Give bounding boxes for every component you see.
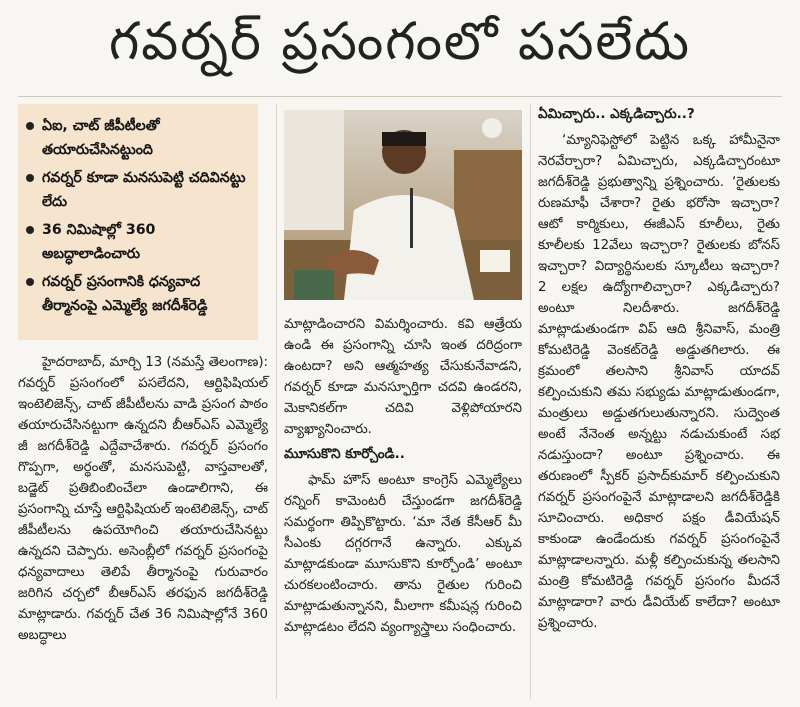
article-column-middle (284, 314, 522, 638)
bullet-icon (26, 122, 34, 130)
news-photo (284, 110, 522, 300)
section-subheading: ఏమిచ్చారు.. ఎక్కడిచ్చారు..? (538, 106, 695, 122)
speaker-photo-illustration (284, 110, 522, 300)
highlight-text: 36 నిమిషాల్లో 360 అబద్ధాలాడించారు (42, 222, 156, 262)
article-paragraph: ‘మ్యానిఫెస్టోలో పెట్టిన ఒక్క హామీనైనా నెరవేర్చారా? ఏమిచ్చారు, ఎక్కడిచ్చారంటూ జగదీశ్‌రెడ్డి ప్రభుత్వాన్ని ప్రశ్నించారు. ‘రైతులకు రుణమాఫీ చేశారా? రైతు భరోసా ఇచ్చారా? ఆటో కార్మికులు, ఈజీఎస్ కూలీలు, రైతు కూలీలకు 12వేలు ఇచ్చారా? రైతులకు బోనస్ ఇచ్చారా? విద్యార్థినులకు స్కూటీలు ఇచ్చారా? 2 లక్షల ఉద్యోగాలిచ్చారా? ఎక్కడిచ్చారు? అంటూ నిలదీశారు. జగదీశ్‌రెడ్డి మాట్లాడుతుండగా విప్ ఆది శ్రీనివాస్, మంత్రి కోమటిరెడ్డి వెంకట్‌రెడ్డి అడ్డుతగిలారు. ఈ క్రమంలో తలసాని శ్రీనివాస్ యాదవ్ కల్పించుకుని తమ సభ్యుడు మాట్లాడుతుండగా, మంత్రులు అడ్డుతగులుతున్నారని. సుద్వెంత అంటే నేనెంత అన్నట్టు నడుచుకుంటే సభ నడుస్తుందా? అంటూ ప్రశ్నించారు. ఈ తరుణంలో స్పీకర్ ప్రసాద్‌కుమార్ కల్పించుకుని గవర్నర్ ప్రసంగంపైనే మాట్లాడాలని జగదీశ్‌రెడ్డికి సూచించారు. అధికార పక్షం డీవియేషన్ కాకుండా ఉండేందుకు గవర్నర్ ప్రసంగంపైనే మాట్లాడాలన్నారు. మళ్లీ కల్పించుకున్న తలసాని మంత్రి కోమటిరెడ్డి గవర్నర్ ప్రసంగం మీదనే మాట్లాడారా? వారు డీవియేట్ కాలేదా? అంటూ ప్రశ్నించారు. (538, 133, 780, 631)
highlight-text: గవర్నర్ ప్రసంగానికి ధన్యవాద తీర్మానంపై ఎమ్మెల్యే జగదీశ్‌రెడ్డి (42, 274, 208, 314)
article-paragraph: హైదరాబాద్, మార్చి 13 (నమస్తే తెలంగాణ): గవర్నర్ ప్రసంగంలో పసలేదని, ఆర్టిఫిషియల్ ఇంటెలిజెన్స్, చాట్ జీపీటీలను వాడి ప్రసంగ పాఠం తయారుచేసినట్టుగా ఉన్నదని బీఆర్ఎస్ ఎమ్మెల్యే జీ జగదీశ్‌రెడ్డి ఎద్దేవాచేశారు. గవర్నర్ ప్రసంగం గొప్పగా, అర్థంతో, మనసుపెట్టి, వాస్తవాలతో, బడ్జెట్ ప్రతిబింబించేలా ఉండాలిగాని, ఈ ప్రసంగాన్ని చూస్తే ఆర్టిఫిషియల్ ఇంటెలిజెన్స్, చాట్ జీపీటీలను ఉపయోగించి తయారుచేసినట్టు ఉన్నదని చెప్పారు. అసెంబ్లీలో గవర్నర్ ప్రసంగంపై ధన్యవాదాలు తెలిపే తీర్మానంపై గురువారం జరిగిన చర్చలో బీఆర్ఎస్ తరఫున జగదీశ్‌రెడ్డి మాట్లాడారు. గవర్నర్ చేత 36 నిమిషాల్లోనే 360 అబద్ధాలు (18, 355, 268, 643)
article-paragraph: ఫామ్ హౌస్ అంటూ కాంగ్రెస్ ఎమ్మెల్యేలు రన్నింగ్ కామెంటరీ చేస్తుండగా జగదీశ్‌రెడ్డి సమర్థంగా తిప్పికొట్టారు. ‘మా నేత కేసీఆర్ మీ సీఎంకు దగ్గరగానే ఉన్నారు. ఎక్కువ మాట్లాడకుండా మూసుకొని కూర్చోండి’ అంటూ చురకలంటించారు. తాను రైతుల గురించి మాట్లాడుతున్నానని, మీలాగా కమీషన్ల గురించి మాట్లాడటం లేదని వ్యంగ్యాస్త్రాలు సంధించారు. (284, 473, 522, 635)
highlight-item (26, 270, 252, 318)
headline: గవర్నర్ ప్రసంగంలో పసలేదు (108, 11, 692, 72)
highlight-text: ఏఐ, చాట్ జీపీటీలతో తయారుచేసినట్టుంది (42, 118, 160, 158)
bullet-icon (26, 174, 34, 182)
highlights-box (18, 104, 258, 340)
bullet-icon (26, 226, 34, 234)
column-divider (276, 104, 277, 699)
column-divider (530, 104, 531, 699)
highlights-list (26, 114, 252, 318)
article-column-right (538, 104, 780, 634)
highlight-item (26, 114, 252, 162)
headline-rule (18, 96, 782, 97)
highlight-item (26, 218, 252, 266)
bullet-icon (26, 278, 34, 286)
highlight-item (26, 166, 252, 214)
article-column-left (18, 352, 268, 646)
article-paragraph: మాట్లాడించారని విమర్శించారు. కవి ఆత్రేయ ఉండి ఈ ప్రసంగాన్ని చూసి ఇంత దరిద్రంగా ఉంటదా? అని ఆత్మహత్య చేసుకునేవాడని, గవర్నర్ కూడా మనస్ఫూర్తిగా చదవి ఉండరని, మెకానికల్‌గా చదివి వెళ్లిపోయారని వ్యాఖ్యానించారు. (284, 317, 522, 437)
highlight-text: గవర్నర్ కూడా మనసుపెట్టి చదివినట్టు లేదు (42, 170, 246, 210)
section-subheading: మూసుకొని కూర్చోండి.. (284, 446, 405, 462)
